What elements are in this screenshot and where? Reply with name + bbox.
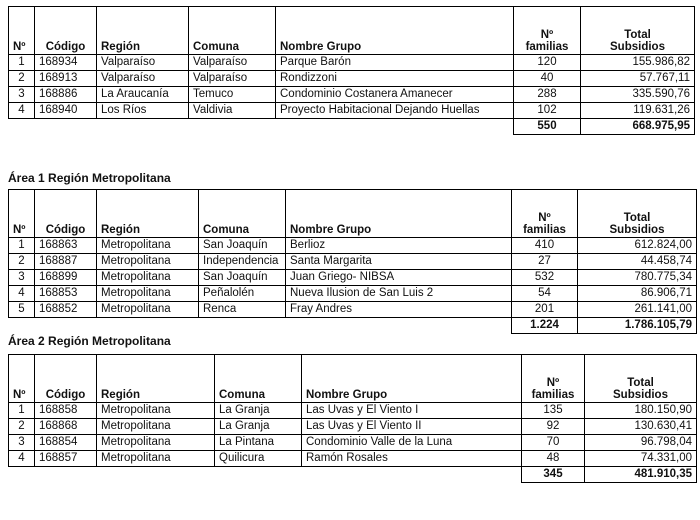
cell-codigo: 168853 <box>35 286 97 302</box>
cell-grupo: Condominio Valle de la Luna <box>302 435 522 451</box>
cell-subsidios: 74.331,00 <box>585 451 697 467</box>
cell-subsidios: 155.986,82 <box>581 55 695 71</box>
cell-n: 2 <box>9 71 35 87</box>
cell-familias: 102 <box>514 103 581 119</box>
cell-grupo: Condominio Costanera Amanecer <box>276 87 514 103</box>
table-row <box>9 254 697 270</box>
table-row <box>9 238 697 254</box>
cell-comuna: Independencia <box>199 254 286 270</box>
cell-codigo: 168886 <box>35 87 97 103</box>
cell-comuna: La Pintana <box>215 435 302 451</box>
cell-comuna: Quilicura <box>215 451 302 467</box>
cell-familias: 120 <box>514 55 581 71</box>
header-codigo: Código <box>35 7 97 55</box>
table-row <box>9 103 695 119</box>
cell-region: Metropolitana <box>97 302 199 318</box>
header-grupo: Nombre Grupo <box>302 355 522 403</box>
total-subsidios: 1.786.105,79 <box>578 318 697 334</box>
cell-grupo: Las Uvas y El Viento II <box>302 419 522 435</box>
header-subsidios <box>585 355 697 403</box>
cell-familias: 532 <box>512 270 578 286</box>
cell-codigo: 168913 <box>35 71 97 87</box>
cell-subsidios: 180.150,90 <box>585 403 697 419</box>
table-row <box>9 286 697 302</box>
header-familias-line1: Nº <box>546 377 560 389</box>
cell-codigo: 168863 <box>35 238 97 254</box>
cell-comuna: Valparaíso <box>189 55 276 71</box>
table-row <box>9 71 695 87</box>
cell-n: 3 <box>9 435 35 451</box>
table-row <box>9 302 697 318</box>
subsidy-table-1 <box>8 6 695 135</box>
cell-subsidios: 612.824,00 <box>578 238 697 254</box>
header-comuna: Comuna <box>215 355 302 403</box>
cell-subsidios: 96.798,04 <box>585 435 697 451</box>
header-n: Nº <box>9 190 35 238</box>
table-header-row <box>9 190 697 238</box>
cell-subsidios: 335.590,76 <box>581 87 695 103</box>
cell-codigo: 168857 <box>35 451 97 467</box>
cell-familias: 54 <box>512 286 578 302</box>
table-row <box>9 403 697 419</box>
header-subsidios-line2: Subsidios <box>613 389 668 401</box>
header-codigo: Código <box>35 190 97 238</box>
total-row <box>9 119 695 135</box>
cell-comuna: Peñalolén <box>199 286 286 302</box>
cell-codigo: 168940 <box>35 103 97 119</box>
header-subsidios-line1: Total <box>627 377 654 389</box>
cell-comuna: San Joaquín <box>199 270 286 286</box>
cell-n: 3 <box>9 87 35 103</box>
cell-subsidios: 57.767,11 <box>581 71 695 87</box>
cell-familias: 201 <box>512 302 578 318</box>
cell-comuna: Renca <box>199 302 286 318</box>
header-subsidios-line2: Subsidios <box>609 224 665 236</box>
cell-n: 4 <box>9 286 35 302</box>
table-3-block <box>8 354 697 483</box>
header-familias <box>514 7 581 55</box>
cell-n: 4 <box>9 451 35 467</box>
cell-n: 2 <box>9 254 35 270</box>
cell-region: Valparaíso <box>97 55 189 71</box>
cell-grupo: Berlioz <box>286 238 512 254</box>
cell-subsidios: 261.141,00 <box>578 302 697 318</box>
header-subsidios-line2: Subsidios <box>610 41 665 53</box>
cell-comuna: Valparaíso <box>189 71 276 87</box>
cell-grupo: Proyecto Habitacional Dejando Huellas <box>276 103 514 119</box>
cell-region: Metropolitana <box>97 286 199 302</box>
cell-familias: 40 <box>514 71 581 87</box>
table-row <box>9 270 697 286</box>
cell-subsidios: 86.906,71 <box>578 286 697 302</box>
header-region: Región <box>97 7 189 55</box>
header-grupo: Nombre Grupo <box>276 7 514 55</box>
table-header-row <box>9 355 697 403</box>
table-row <box>9 435 697 451</box>
header-n: Nº <box>9 7 35 55</box>
header-codigo: Código <box>35 355 97 403</box>
cell-familias: 92 <box>522 419 585 435</box>
cell-familias: 27 <box>512 254 578 270</box>
area-1-title: Área 1 Región Metropolitana <box>8 171 171 185</box>
cell-familias: 410 <box>512 238 578 254</box>
cell-subsidios: 780.775,34 <box>578 270 697 286</box>
cell-comuna: Valdivia <box>189 103 276 119</box>
subsidy-table-3 <box>8 354 697 483</box>
cell-codigo: 168858 <box>35 403 97 419</box>
header-grupo: Nombre Grupo <box>286 190 512 238</box>
cell-region: Metropolitana <box>97 451 215 467</box>
header-familias-line2: familias <box>523 224 566 236</box>
header-subsidios-line1: Total <box>624 29 651 41</box>
cell-n: 4 <box>9 103 35 119</box>
cell-subsidios: 130.630,41 <box>585 419 697 435</box>
cell-region: Metropolitana <box>97 238 199 254</box>
cell-region: Metropolitana <box>97 435 215 451</box>
cell-grupo: Fray Andres <box>286 302 512 318</box>
total-familias: 1.224 <box>512 318 578 334</box>
table-header-row <box>9 7 695 55</box>
cell-grupo: Parque Barón <box>276 55 514 71</box>
cell-n: 5 <box>9 302 35 318</box>
table-1-block <box>8 6 695 135</box>
total-familias: 345 <box>522 467 585 483</box>
cell-grupo: Santa Margarita <box>286 254 512 270</box>
cell-comuna: La Granja <box>215 403 302 419</box>
header-familias-line2: familias <box>525 41 569 53</box>
header-n: Nº <box>9 355 35 403</box>
header-familias <box>512 190 578 238</box>
header-familias-line1: Nº <box>538 212 551 224</box>
table-row <box>9 451 697 467</box>
table-row <box>9 87 695 103</box>
header-region: Región <box>97 355 215 403</box>
cell-comuna: La Granja <box>215 419 302 435</box>
total-subsidios: 668.975,95 <box>581 119 695 135</box>
cell-region: Metropolitana <box>97 254 199 270</box>
cell-region: La Araucanía <box>97 87 189 103</box>
cell-n: 1 <box>9 238 35 254</box>
cell-region: Los Ríos <box>97 103 189 119</box>
cell-codigo: 168934 <box>35 55 97 71</box>
header-comuna: Comuna <box>189 7 276 55</box>
header-subsidios-line1: Total <box>623 212 651 224</box>
total-spacer <box>9 467 522 483</box>
total-familias: 550 <box>514 119 581 135</box>
cell-codigo: 168852 <box>35 302 97 318</box>
table-row <box>9 419 697 435</box>
total-subsidios: 481.910,35 <box>585 467 697 483</box>
cell-codigo: 168868 <box>35 419 97 435</box>
cell-n: 2 <box>9 419 35 435</box>
header-familias-line1: Nº <box>540 29 554 41</box>
area-2-title: Área 2 Región Metropolitana <box>8 334 171 348</box>
cell-comuna: Temuco <box>189 87 276 103</box>
cell-n: 1 <box>9 403 35 419</box>
cell-comuna: San Joaquín <box>199 238 286 254</box>
table-row <box>9 55 695 71</box>
table-2-block <box>8 189 697 334</box>
cell-n: 1 <box>9 55 35 71</box>
cell-familias: 135 <box>522 403 585 419</box>
cell-codigo: 168887 <box>35 254 97 270</box>
cell-region: Metropolitana <box>97 270 199 286</box>
cell-familias: 70 <box>522 435 585 451</box>
cell-codigo: 168899 <box>35 270 97 286</box>
total-row <box>9 467 697 483</box>
header-familias-line2: familias <box>531 389 575 401</box>
cell-region: Metropolitana <box>97 403 215 419</box>
cell-region: Valparaíso <box>97 71 189 87</box>
subsidy-table-2 <box>8 189 697 334</box>
cell-subsidios: 44.458,74 <box>578 254 697 270</box>
cell-familias: 48 <box>522 451 585 467</box>
header-subsidios <box>581 7 695 55</box>
total-row <box>9 318 697 334</box>
header-comuna: Comuna <box>199 190 286 238</box>
cell-subsidios: 119.631,26 <box>581 103 695 119</box>
cell-n: 3 <box>9 270 35 286</box>
header-subsidios <box>578 190 697 238</box>
total-spacer <box>9 318 512 334</box>
cell-grupo: Las Uvas y El Viento I <box>302 403 522 419</box>
cell-region: Metropolitana <box>97 419 215 435</box>
cell-grupo: Nueva Ilusion de San Luis 2 <box>286 286 512 302</box>
cell-grupo: Juan Griego- NIBSA <box>286 270 512 286</box>
total-spacer <box>9 119 514 135</box>
cell-grupo: Rondizzoni <box>276 71 514 87</box>
cell-grupo: Ramón Rosales <box>302 451 522 467</box>
cell-familias: 288 <box>514 87 581 103</box>
header-familias <box>522 355 585 403</box>
cell-codigo: 168854 <box>35 435 97 451</box>
header-region: Región <box>97 190 199 238</box>
